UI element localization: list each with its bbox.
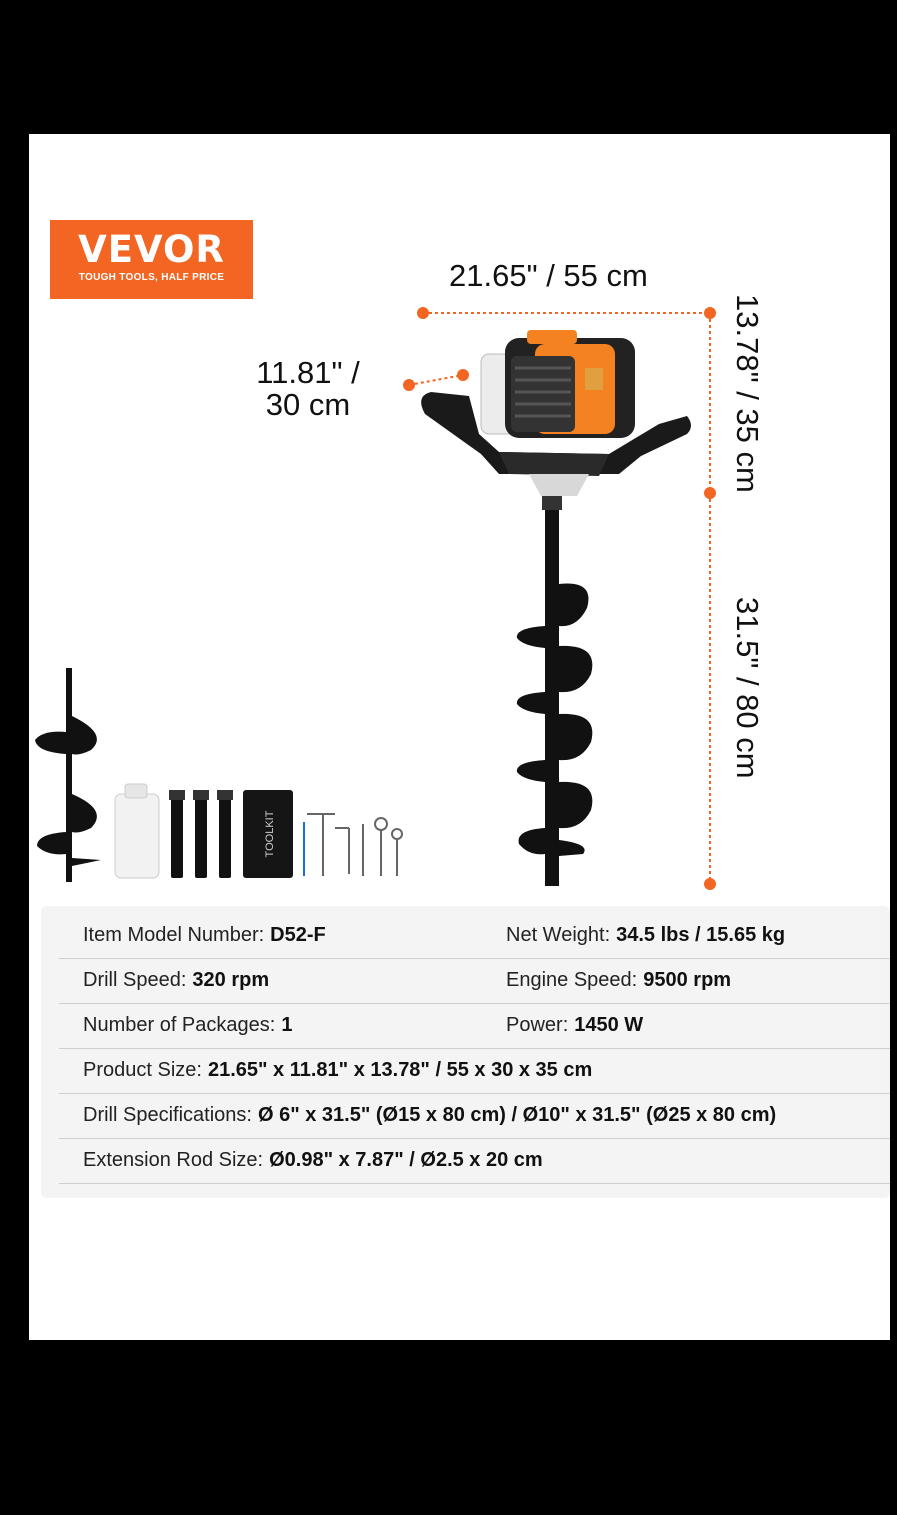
spec-drill-specifications <box>83 1104 776 1127</box>
spec-value: 1 <box>281 1014 293 1036</box>
spec-label: Drill Specifications: <box>83 1104 252 1126</box>
spec-row <box>59 1049 890 1094</box>
product-card <box>29 134 890 1340</box>
spec-row <box>59 1094 890 1139</box>
spec-drill-speed <box>83 969 269 992</box>
spec-value: Ø0.98" x 7.87" / Ø2.5 x 20 cm <box>269 1149 543 1171</box>
spec-value: 1450 W <box>574 1014 644 1036</box>
spec-extension-rod <box>83 1149 543 1172</box>
spec-power <box>506 1014 643 1037</box>
height-dimension-label: 13.78" / 35 cm <box>730 294 765 493</box>
spec-label: Product Size: <box>83 1059 202 1081</box>
spec-value: 21.65" x 11.81" x 13.78" / 55 x 30 x 35 cm <box>207 1059 593 1081</box>
spec-label: Item Model Number: <box>83 924 265 946</box>
spec-table <box>41 906 890 1198</box>
spec-model <box>83 924 326 947</box>
spec-label: Number of Packages: <box>83 1014 276 1036</box>
spec-value: 320 rpm <box>192 969 270 991</box>
spec-label: Power: <box>506 1014 569 1036</box>
spec-product-size <box>83 1059 592 1082</box>
spec-label: Net Weight: <box>506 924 611 946</box>
spec-label: Drill Speed: <box>83 969 187 991</box>
spec-value: Ø 6" x 31.5" (Ø15 x 80 cm) / Ø10" x 31.5" (Ø25 x 80 cm) <box>257 1104 777 1126</box>
depth-dimension-line1: 11.81" / <box>256 355 360 390</box>
auger-length-label: 31.5" / 80 cm <box>730 597 765 779</box>
depth-dimension-label <box>243 357 373 421</box>
main-auger <box>517 496 592 886</box>
spec-row <box>59 959 890 1004</box>
hand-tools <box>304 814 402 876</box>
toolkit-label: TOOLKIT <box>264 810 276 858</box>
spec-value: 34.5 lbs / 15.65 kg <box>616 924 786 946</box>
spec-row <box>59 914 890 959</box>
spec-net-weight <box>506 924 785 947</box>
spec-value: D52-F <box>270 924 326 946</box>
brand-name: VEVOR <box>78 228 225 271</box>
brand-tagline: TOUGH TOOLS, HALF PRICE <box>78 272 225 283</box>
mixing-bottle <box>115 784 159 878</box>
spec-packages <box>83 1014 292 1037</box>
spec-label: Engine Speed: <box>506 969 638 991</box>
small-auger <box>35 668 101 882</box>
extension-rods <box>169 790 233 878</box>
spec-engine-speed <box>506 969 731 992</box>
spec-label: Extension Rod Size: <box>83 1149 264 1171</box>
spec-value: 9500 rpm <box>643 969 732 991</box>
earth-auger-engine <box>421 330 691 496</box>
width-dimension-label: 21.65" / 55 cm <box>449 258 648 293</box>
depth-dimension-line2: 30 cm <box>265 387 351 422</box>
spec-row <box>59 1139 890 1184</box>
spec-row <box>59 1004 890 1049</box>
